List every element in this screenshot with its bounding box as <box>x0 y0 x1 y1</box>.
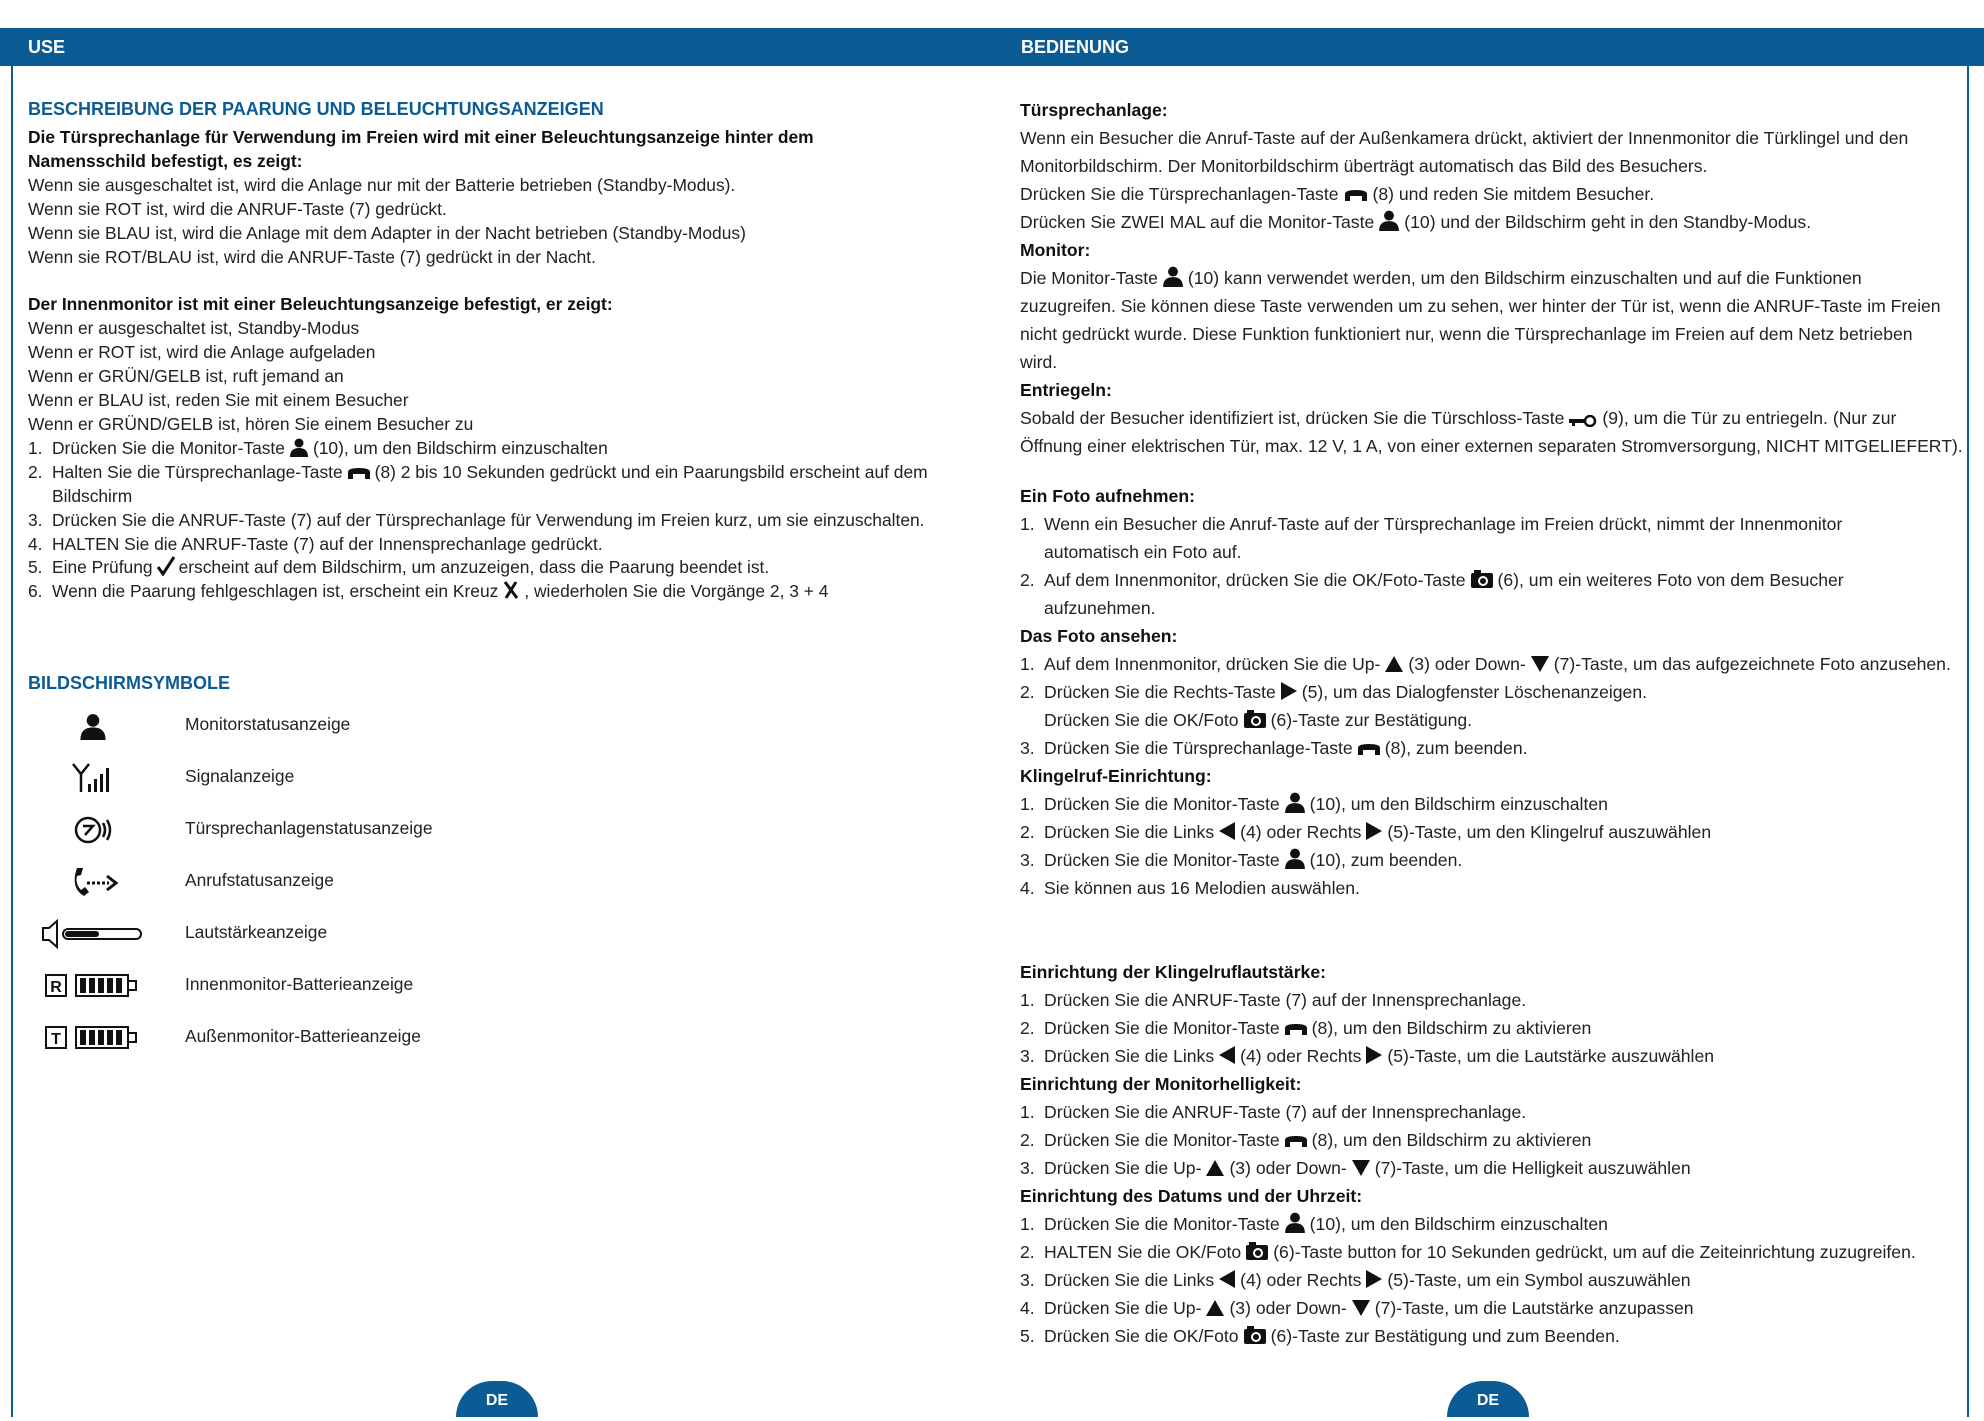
right-arrow-icon <box>1365 1045 1383 1065</box>
indoor-light-line: Wenn er BLAU ist, reden Sie mit einem Besucher <box>28 390 409 411</box>
list-item: 4. Sie können aus 16 Melodien auswählen. <box>1020 878 1360 898</box>
monitor-heading: Monitor: <box>1020 240 1091 260</box>
list-item: 2. Drücken Sie die Monitor-Taste (8), um den Bildschirm zu aktivieren <box>1020 1130 1592 1150</box>
handset-icon <box>1284 1135 1308 1149</box>
camera-icon <box>1243 709 1267 729</box>
call-status-icon <box>67 866 119 898</box>
indoor-monitor-intro: Der Innenmonitor ist mit einer Beleuchtungsanzeige befestigt, er zeigt: <box>28 294 613 315</box>
brightness-heading: Einrichtung der Monitorhelligkeit: <box>1020 1074 1302 1094</box>
person-icon <box>1162 265 1184 287</box>
right-column <box>1020 96 1965 1350</box>
handset-icon <box>1343 189 1369 203</box>
intercom-status-icon <box>73 814 113 846</box>
up-arrow-icon <box>1205 1159 1225 1177</box>
person-icon <box>1284 1211 1306 1233</box>
key-icon <box>1568 415 1598 427</box>
signal-icon <box>71 762 115 794</box>
list-item: 1. Auf dem Innenmonitor, drücken Sie die Up- (3) oder Down- (7)-Taste, um das aufgezeichnete Foto anzusehen. <box>1020 654 1951 674</box>
right-border <box>1967 66 1969 1417</box>
outdoor-intro-line2: Namensschild befestigt, es zeigt: <box>28 150 303 171</box>
symbol-row <box>28 810 628 850</box>
indoor-light-line: Wenn er GRÜND/GELB ist, hören Sie einem Besucher zu <box>28 413 474 434</box>
handset-icon <box>1357 743 1381 757</box>
handset-icon <box>347 467 371 481</box>
handset-icon <box>1284 1023 1308 1037</box>
left-arrow-icon <box>1218 821 1236 841</box>
up-arrow-icon <box>1205 1299 1225 1317</box>
outdoor-light-line: Wenn sie ROT/BLAU ist, wird die ANRUF-Taste (7) gedrückt in der Nacht. <box>28 246 596 267</box>
left-arrow-icon <box>1218 1045 1236 1065</box>
symbol-label: Signalanzeige <box>185 766 295 786</box>
indoor-light-line: Wenn er ROT ist, wird die Anlage aufgeladen <box>28 342 376 363</box>
page-footer-tab-right: DE <box>1447 1381 1529 1417</box>
view-photo-heading: Das Foto ansehen: <box>1020 626 1178 646</box>
camera-icon <box>1245 1241 1269 1261</box>
text-line: zuzugreifen. Sie können diese Taste verwenden um zu sehen, wer hinter der Tür ist, wenn die ANRUF-Taste im Freien <box>1020 296 1941 316</box>
down-arrow-icon <box>1351 1299 1371 1317</box>
left-column <box>28 96 968 604</box>
indoor-light-line: Wenn er ausgeschaltet ist, Standby-Modus <box>28 318 360 339</box>
list-item: 1. Drücken Sie die Monitor-Taste (10), um den Bildschirm einzuschalten <box>1020 790 1965 818</box>
right-arrow-icon <box>1365 821 1383 841</box>
list-item: 2. Auf dem Innenmonitor, drücken Sie die OK/Foto-Taste (6), um ein weiteres Foto von dem Besucher <box>1020 570 1844 590</box>
right-arrow-icon <box>1280 681 1298 701</box>
list-item: 3. Drücken Sie die Monitor-Taste (10), zum beenden. <box>1020 846 1965 874</box>
header-right-title: BEDIENUNG <box>1021 37 1130 57</box>
person-icon <box>1284 847 1306 869</box>
svg-text:T: T <box>51 1031 61 1048</box>
symbol-row <box>28 706 628 746</box>
person-icon <box>1284 791 1306 813</box>
intercom-heading: Türsprechanlage: <box>1020 100 1168 120</box>
list-item: 3. Drücken Sie die Links (4) oder Rechts (5)-Taste, um ein Symbol auszuwählen <box>1020 1270 1691 1290</box>
symbol-row <box>28 966 628 1006</box>
ring-volume-heading: Einrichtung der Klingelruflautstärke: <box>1020 962 1326 982</box>
left-arrow-icon <box>1218 1269 1236 1289</box>
symbol-label: Außenmonitor-Batterieanzeige <box>185 1026 421 1046</box>
outdoor-light-line: Wenn sie BLAU ist, wird die Anlage mit dem Adapter in der Nacht betrieben (Standby-Modus) <box>28 222 746 243</box>
list-item: 3. Drücken Sie die Links (4) oder Rechts (5)-Taste, um die Lautstärke auszuwählen <box>1020 1046 1715 1066</box>
list-item: 2. HALTEN Sie die OK/Foto (6)-Taste button for 10 Sekunden gedrückt, um auf die Zeiteinrichtung zuzugreifen. <box>1020 1242 1916 1262</box>
list-item: 3. Drücken Sie die Türsprechanlage-Taste (8), zum beenden. <box>1020 738 1528 758</box>
list-item: 2. Drücken Sie die Links (4) oder Rechts (5)-Taste, um den Klingelruf auszuwählen <box>1020 822 1712 842</box>
pairing-step: 1. Drücken Sie die Monitor-Taste (10), um den Bildschirm einzuschalten <box>28 437 608 458</box>
list-item: automatisch ein Foto auf. <box>1044 542 1242 562</box>
person-icon <box>1378 209 1400 231</box>
person-icon <box>289 437 309 457</box>
check-icon <box>157 556 175 576</box>
volume-icon <box>41 919 145 949</box>
camera-icon <box>1470 569 1494 589</box>
list-item: 1. Drücken Sie die ANRUF-Taste (7) auf der Innensprechanlage. <box>1020 990 1527 1010</box>
text-line: Sobald der Besucher identifiziert ist, drücken Sie die Türschloss-Taste (9), um die Tür zu entriegeln. (Nur zur <box>1020 408 1897 428</box>
list-item: 5. Drücken Sie die OK/Foto (6)-Taste zur Bestätigung und zum Beenden. <box>1020 1326 1620 1346</box>
symbol-row <box>28 1018 628 1058</box>
take-photo-heading: Ein Foto aufnehmen: <box>1020 486 1195 506</box>
text-line: nicht gedrückt wurde. Diese Funktion funktioniert nur, wenn die Türsprechanlage im Freien auf dem Netz betrieben <box>1020 324 1913 344</box>
pairing-step: 3. Drücken Sie die ANRUF-Taste (7) auf der Türsprechanlage für Verwendung im Freien kurz, um sie einzuschalten. <box>28 509 925 530</box>
text-line: wird. <box>1020 352 1058 372</box>
right-arrow-icon <box>1365 1269 1383 1289</box>
pairing-step: 6. Wenn die Paarung fehlgeschlagen ist, erscheint ein Kreuz , wiederholen Sie die Vorgänge 2, 3 + 4 <box>28 581 829 602</box>
symbol-label: Türsprechanlagenstatusanzeige <box>185 818 433 838</box>
symbol-label: Innenmonitor-Batterieanzeige <box>185 974 414 994</box>
left-border <box>11 66 13 1417</box>
svg-text:R: R <box>50 979 62 996</box>
symbols-section-title: BILDSCHIRMSYMBOLE <box>28 673 230 693</box>
battery-r-icon <box>45 973 141 999</box>
cross-icon <box>502 580 520 600</box>
outdoor-light-line: Wenn sie ausgeschaltet ist, wird die Anlage nur mit der Batterie betrieben (Standby-Modus). <box>28 174 736 195</box>
indoor-light-line: Wenn er GRÜN/GELB ist, ruft jemand an <box>28 366 344 387</box>
text-line: Die Monitor-Taste (10) kann verwendet werden, um den Bildschirm einzuschalten und auf die Funktionen <box>1020 264 1965 292</box>
person-icon <box>79 711 107 741</box>
date-time-heading: Einrichtung des Datums und der Uhrzeit: <box>1020 1186 1363 1206</box>
symbol-label: Monitorstatusanzeige <box>185 714 351 734</box>
unlock-heading: Entriegeln: <box>1020 380 1112 400</box>
symbol-label: Lautstärkeanzeige <box>185 922 328 942</box>
text-line: Drücken Sie die Türsprechanlagen-Taste (8) und reden Sie mitdem Besucher. <box>1020 184 1655 204</box>
text-line: Drücken Sie ZWEI MAL auf die Monitor-Taste (10) und der Bildschirm geht in den Standby-Modus. <box>1020 208 1965 236</box>
down-arrow-icon <box>1530 655 1550 673</box>
camera-icon <box>1243 1325 1267 1345</box>
symbol-row <box>28 758 628 798</box>
symbol-label: Anrufstatusanzeige <box>185 870 334 890</box>
list-item: 2. Drücken Sie die Monitor-Taste (8), um den Bildschirm zu aktivieren <box>1020 1018 1592 1038</box>
symbol-row <box>28 862 628 902</box>
list-item: Drücken Sie die OK/Foto (6)-Taste zur Bestätigung. <box>1044 710 1473 730</box>
header-bar <box>0 28 1984 66</box>
page-footer-tab-left: DE <box>456 1381 538 1417</box>
down-arrow-icon <box>1351 1159 1371 1177</box>
battery-t-icon <box>45 1025 141 1051</box>
list-item: 1. Drücken Sie die Monitor-Taste (10), um den Bildschirm einzuschalten <box>1020 1210 1965 1238</box>
symbol-row <box>28 914 628 954</box>
header-left-title: USE <box>28 37 66 57</box>
outdoor-light-line: Wenn sie ROT ist, wird die ANRUF-Taste (7) gedrückt. <box>28 198 447 219</box>
text-line: Öffnung einer elektrischen Tür, max. 12 V, 1 A, von einer externen separaten Stromversorgung, NICHT MITGELIEFERT). <box>1020 436 1963 456</box>
text-line: Wenn ein Besucher die Anruf-Taste auf der Außenkamera drückt, aktiviert der Innenmonitor die Türklingel und den <box>1020 128 1909 148</box>
list-item: 1. Drücken Sie die ANRUF-Taste (7) auf der Innensprechanlage. <box>1020 1102 1527 1122</box>
text-line: Monitorbildschirm. Der Monitorbildschirm überträgt automatisch das Bild des Besuchers. <box>1020 156 1708 176</box>
list-item: 2. Drücken Sie die Rechts-Taste (5), um das Dialogfenster Löschenanzeigen. <box>1020 682 1647 702</box>
list-item: aufzunehmen. <box>1044 598 1156 618</box>
pairing-section-title: BESCHREIBUNG DER PAARUNG UND BELEUCHTUNGSANZEIGEN <box>28 99 604 119</box>
list-item: 3. Drücken Sie die Up- (3) oder Down- (7)-Taste, um die Helligkeit auszuwählen <box>1020 1158 1691 1178</box>
outdoor-intro-line1: Die Türsprechanlage für Verwendung im Freien wird mit einer Beleuchtungsanzeige hinter dem <box>28 127 814 147</box>
pairing-step: 5. Eine Prüfung erscheint auf dem Bildschirm, um anzuzeigen, dass die Paarung beendet ist. <box>28 557 770 578</box>
up-arrow-icon <box>1384 655 1404 673</box>
list-item: 1. Wenn ein Besucher die Anruf-Taste auf der Türsprechanlage im Freien drückt, nimmt der Innenmonitor <box>1020 514 1843 534</box>
pairing-step: 2. Halten Sie die Türsprechanlage-Taste (8) 2 bis 10 Sekunden gedrückt und ein Paarungsbild erscheint auf dem Bildschirm <box>28 461 928 506</box>
ringtone-heading: Klingelruf-Einrichtung: <box>1020 766 1212 786</box>
pairing-step: 4. HALTEN Sie die ANRUF-Taste (7) auf der Innensprechanlage gedrückt. <box>28 533 603 554</box>
list-item: 4. Drücken Sie die Up- (3) oder Down- (7)-Taste, um die Lautstärke anzupassen <box>1020 1298 1694 1318</box>
